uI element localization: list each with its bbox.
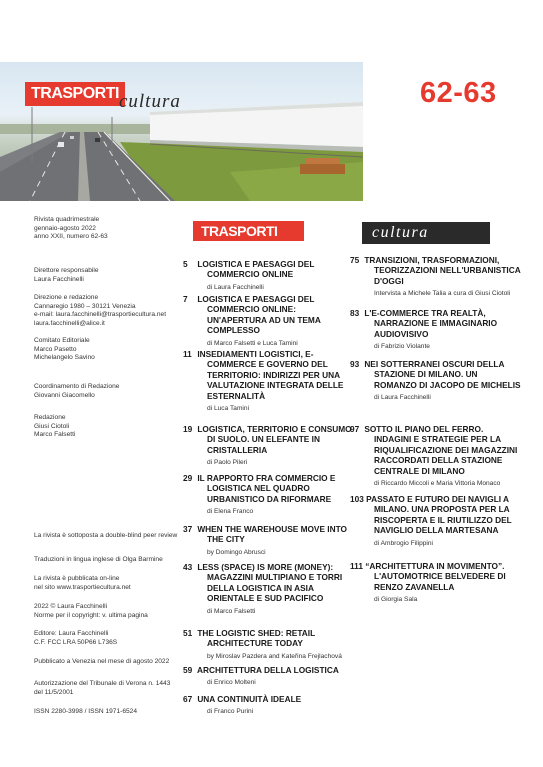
toc-entry-title: 11 INSEDIAMENTI LOGISTICI, E-COMMERCE E GOVERNO DEL TERRITORIO: INDIRIZZI PER UNA VALUTAZIONE INTEGRATA DELLE ESTERNALITÀ bbox=[183, 349, 344, 401]
colophon-line: Rivista quadrimestrale bbox=[34, 216, 100, 223]
toc-entry-title bbox=[350, 561, 522, 592]
colophon-line: Giovanni Giacomello bbox=[34, 391, 95, 399]
toc-title-text: SOTTO IL PIANO DEL FERRO. INDAGINI E STRATEGIE PER LA RIQUALIFICAZIONE DEI MAGAZZINI RACCORDATI DELLA STAZIONE CENTRALE DI MILANO bbox=[364, 424, 518, 476]
toc-entry[interactable] bbox=[350, 308, 522, 351]
toc-title-text: IL RAPPORTO FRA COMMERCIO E LOGISTICA NEL QUADRO URBANISTICO DA RIFORMARE bbox=[197, 473, 336, 504]
colophon-line: nel sito www.trasportiecultura.net bbox=[34, 583, 131, 591]
colophon-line: Traduzioni in lingua inglese di Olga Barmine bbox=[34, 556, 163, 563]
toc-entry-author: by Domingo Abrusci bbox=[207, 548, 266, 556]
colophon-block bbox=[34, 680, 184, 697]
colophon-line: Laura Facchinelli bbox=[34, 275, 84, 283]
colophon-line: Direzione e redazione bbox=[34, 294, 99, 301]
toc-title-text: UNA CONTINUITÀ IDEALE bbox=[197, 694, 302, 704]
toc-entry-title: 83 L'E-COMMERCE TRA REALTÀ, NARRAZIONE E IMMAGINARIO AUDIOVISIVO bbox=[350, 308, 498, 339]
toc-page-number: 103 bbox=[350, 494, 364, 504]
toc-entry[interactable] bbox=[350, 494, 522, 548]
section-header-trasporti: TRASPORTI bbox=[193, 221, 304, 241]
colophon-line: laura.facchinelli@alice.it bbox=[34, 319, 105, 327]
toc-entry-title: 93 NEI SOTTERRANEI OSCURI DELLA STAZIONE DI MILANO. UN ROMANZO DI JACOPO DE MICHELIS bbox=[350, 359, 521, 390]
logo-cultura: cultura bbox=[118, 91, 181, 112]
toc-entry-title: 29 IL RAPPORTO FRA COMMERCIO E LOGISTICA NEL QUADRO URBANISTICO DA RIFORMARE bbox=[183, 473, 336, 504]
section-header-cultura: cultura bbox=[362, 222, 490, 244]
toc-entry-title: 37 WHEN THE WAREHOUSE MOVE INTO THE CITY bbox=[183, 524, 347, 545]
colophon-block bbox=[34, 658, 184, 667]
toc-entry[interactable] bbox=[350, 255, 522, 298]
toc-entry-author: di Elena Franco bbox=[207, 508, 254, 516]
colophon-line: e-mail: laura.facchinelli@trasportiecultura.net bbox=[34, 311, 167, 319]
issue-number: 62-63 bbox=[420, 77, 497, 109]
toc-entry-author: di Luca Tamini bbox=[207, 405, 250, 413]
toc-entry-title: 75 TRANSIZIONI, TRASFORMAZIONI, TEORIZZAZIONI NELL'URBANISTICA D'OGGI bbox=[350, 255, 521, 286]
toc-title-text: “ARCHITETTURA IN MOVIMENTO”. L'AUTOMOTRICE BELVEDERE DI RENZO ZAVANELLA bbox=[365, 561, 506, 592]
colophon-line: C.F. FCC LRA 50P66 L736S bbox=[34, 638, 118, 646]
colophon-line: ISSN 2280-3998 / ISSN 1971-6524 bbox=[34, 708, 138, 715]
toc-entry[interactable] bbox=[183, 665, 355, 687]
toc-title-text: LOGISTICA E PAESAGGI DEL COMMERCIO ONLINE bbox=[197, 259, 315, 280]
colophon-line: Coordinamento di Redazione bbox=[34, 383, 120, 390]
colophon-line: anno XXII, numero 62-63 bbox=[34, 233, 108, 241]
colophon-block bbox=[34, 708, 184, 717]
toc-entry[interactable] bbox=[183, 259, 355, 292]
toc-entry-author: di Paolo Pileri bbox=[207, 459, 248, 467]
toc-entry[interactable] bbox=[183, 628, 355, 661]
colophon-line: 2022 © Laura Facchinelli bbox=[34, 603, 108, 610]
colophon-block bbox=[34, 556, 184, 565]
toc-page-number: 111 bbox=[350, 561, 363, 571]
toc-entry-author: di Riccardo Miccoli e Maria Vittoria Monaco bbox=[374, 480, 501, 488]
toc-entry-author: di Giorgia Sala bbox=[374, 596, 418, 604]
toc-entry-author: by Miroslav Pazdera and Kateřina Frejlachová bbox=[207, 652, 342, 660]
toc-entry[interactable] bbox=[183, 424, 355, 467]
toc-entry-author: di Laura Facchinelli bbox=[374, 394, 431, 402]
toc-entry[interactable] bbox=[183, 562, 355, 616]
toc-title-text: NEI SOTTERRANEI OSCURI DELLA STAZIONE DI MILANO. UN ROMANZO DI JACOPO DE MICHELIS bbox=[364, 359, 521, 390]
colophon-block bbox=[34, 267, 184, 284]
toc-entry-author: di Marco Falsetti e Luca Tamini bbox=[207, 339, 298, 347]
toc-entry-author: di Marco Falsetti bbox=[207, 607, 256, 615]
toc-entry-author: di Laura Facchinelli bbox=[207, 283, 264, 291]
toc-entry[interactable] bbox=[350, 424, 522, 488]
toc-title-text: INSEDIAMENTI LOGISTICI, E-COMMERCE E GOVERNO DEL TERRITORIO: INDIRIZZI PER UNA VALUTAZIONE INTEGRATA DELLE ESTERNALITÀ bbox=[197, 349, 344, 401]
toc-entry-title: 51 THE LOGISTIC SHED: RETAIL ARCHITECTURE TODAY bbox=[183, 628, 316, 649]
colophon-block bbox=[34, 414, 184, 440]
colophon-line: Norme per il copyright: v. ultima pagina bbox=[34, 611, 148, 619]
toc-entry-title: 43 LESS (SPACE) IS MORE (MONEY): MAGAZZINI MULTIPIANO E TORRI DELLA LOGISTICA IN ASIA ORIENTALE E SUD PACIFICO bbox=[183, 562, 343, 604]
colophon-line: gennaio-agosto 2022 bbox=[34, 224, 96, 232]
colophon-block bbox=[34, 216, 184, 242]
toc-title-text: THE LOGISTIC SHED: RETAIL ARCHITECTURE TODAY bbox=[197, 628, 316, 649]
colophon-line: Giusi Ciotoli bbox=[34, 422, 70, 430]
toc-entry-author: di Enrico Molteni bbox=[207, 679, 256, 687]
toc-entry-author: di Fabrizio Violante bbox=[374, 343, 430, 351]
colophon-line: Direttore responsabile bbox=[34, 267, 99, 274]
colophon-line: La rivista è sottoposta a double-blind peer review bbox=[34, 532, 178, 539]
toc-entry-author: di Franco Purini bbox=[207, 708, 254, 716]
colophon-line: Comitato Editoriale bbox=[34, 337, 90, 344]
colophon-line: Cannaregio 1980 – 30121 Venezia bbox=[34, 302, 136, 310]
logo-trasporti: TRASPORTI bbox=[25, 82, 125, 106]
toc-entry[interactable] bbox=[350, 359, 522, 402]
toc-title-text: L'E-COMMERCE TRA REALTÀ, NARRAZIONE E IMMAGINARIO AUDIOVISIVO bbox=[364, 308, 498, 339]
toc-entry[interactable] bbox=[183, 473, 355, 516]
toc-title-text: WHEN THE WAREHOUSE MOVE INTO THE CITY bbox=[197, 524, 347, 545]
colophon-line: Autorizzazione del Tribunale di Verona n. 1443 bbox=[34, 680, 171, 687]
toc-entry-title: 19 LOGISTICA, TERRITORIO E CONSUMO DI SUOLO. UN ELEFANTE IN CRISTALLERIA bbox=[183, 424, 352, 455]
toc-title-text: LESS (SPACE) IS MORE (MONEY): MAGAZZINI MULTIPIANO E TORRI DELLA LOGISTICA IN ASIA ORIENTALE E SUD PACIFICO bbox=[197, 562, 343, 604]
colophon-line: Pubblicato a Venezia nel mese di agosto 2022 bbox=[34, 658, 170, 665]
toc-entry-title: 7 LOGISTICA E PAESAGGI DEL COMMERCIO ONLINE: UN'APERTURA AD UN TEMA COMPLESSO bbox=[183, 294, 321, 336]
magazine-logo bbox=[25, 76, 181, 112]
colophon-block bbox=[34, 603, 184, 620]
toc-entry-title bbox=[350, 494, 522, 536]
toc-title-text: TRANSIZIONI, TRASFORMAZIONI, TEORIZZAZIONI NELL'URBANISTICA D'OGGI bbox=[364, 255, 521, 286]
toc-entry-title: 59 ARCHITETTURA DELLA LOGISTICA bbox=[183, 665, 339, 675]
toc-title-text: PASSATO E FUTURO DEI NAVIGLI A MILANO. UNA PROPOSTA PER LA RISCOPERTA E IL RIUTILIZZO DEL NAVIGLIO DELLA MARTESANA bbox=[366, 494, 512, 536]
colophon-block bbox=[34, 383, 184, 400]
toc-entry-title: 5 LOGISTICA E PAESAGGI DEL COMMERCIO ONLINE bbox=[183, 259, 315, 280]
toc-entry-author: di Ambrogio Filippini bbox=[374, 539, 434, 547]
toc-entry-title: 97 SOTTO IL PIANO DEL FERRO. INDAGINI E STRATEGIE PER LA RIQUALIFICAZIONE DEI MAGAZZINI RACCORDATI DELLA STAZIONE CENTRALE DI MILANO bbox=[350, 424, 518, 476]
colophon-block bbox=[34, 294, 184, 328]
colophon-line: La rivista è pubblicata on-line bbox=[34, 575, 120, 582]
colophon-line: Marco Pasetto bbox=[34, 345, 77, 353]
colophon-line: del 11/5/2001 bbox=[34, 688, 74, 696]
toc-entry[interactable] bbox=[183, 694, 355, 716]
colophon-line: Michelangelo Savino bbox=[34, 354, 95, 362]
toc-entry[interactable] bbox=[350, 561, 522, 604]
toc-entry-title: 67 UNA CONTINUITÀ IDEALE bbox=[183, 694, 302, 704]
toc-title-text: LOGISTICA E PAESAGGI DEL COMMERCIO ONLINE: UN'APERTURA AD UN TEMA COMPLESSO bbox=[197, 294, 321, 336]
colophon-block bbox=[34, 532, 184, 541]
toc-title-text: ARCHITETTURA DELLA LOGISTICA bbox=[197, 665, 339, 675]
toc-entry-author: Intervista a Michele Talia a cura di Giusi Ciotoli bbox=[374, 290, 511, 298]
toc-entry[interactable] bbox=[183, 349, 355, 413]
colophon-line: Editore: Laura Facchinelli bbox=[34, 630, 109, 637]
colophon-line: Marco Falsetti bbox=[34, 431, 76, 439]
toc-entry[interactable] bbox=[183, 524, 355, 557]
colophon-block bbox=[34, 337, 184, 363]
colophon-line: Redazione bbox=[34, 414, 66, 421]
colophon-block bbox=[34, 575, 184, 592]
colophon-block bbox=[34, 630, 184, 647]
toc-title-text: LOGISTICA, TERRITORIO E CONSUMO DI SUOLO. UN ELEFANTE IN CRISTALLERIA bbox=[197, 424, 352, 455]
toc-entry[interactable] bbox=[183, 294, 355, 348]
